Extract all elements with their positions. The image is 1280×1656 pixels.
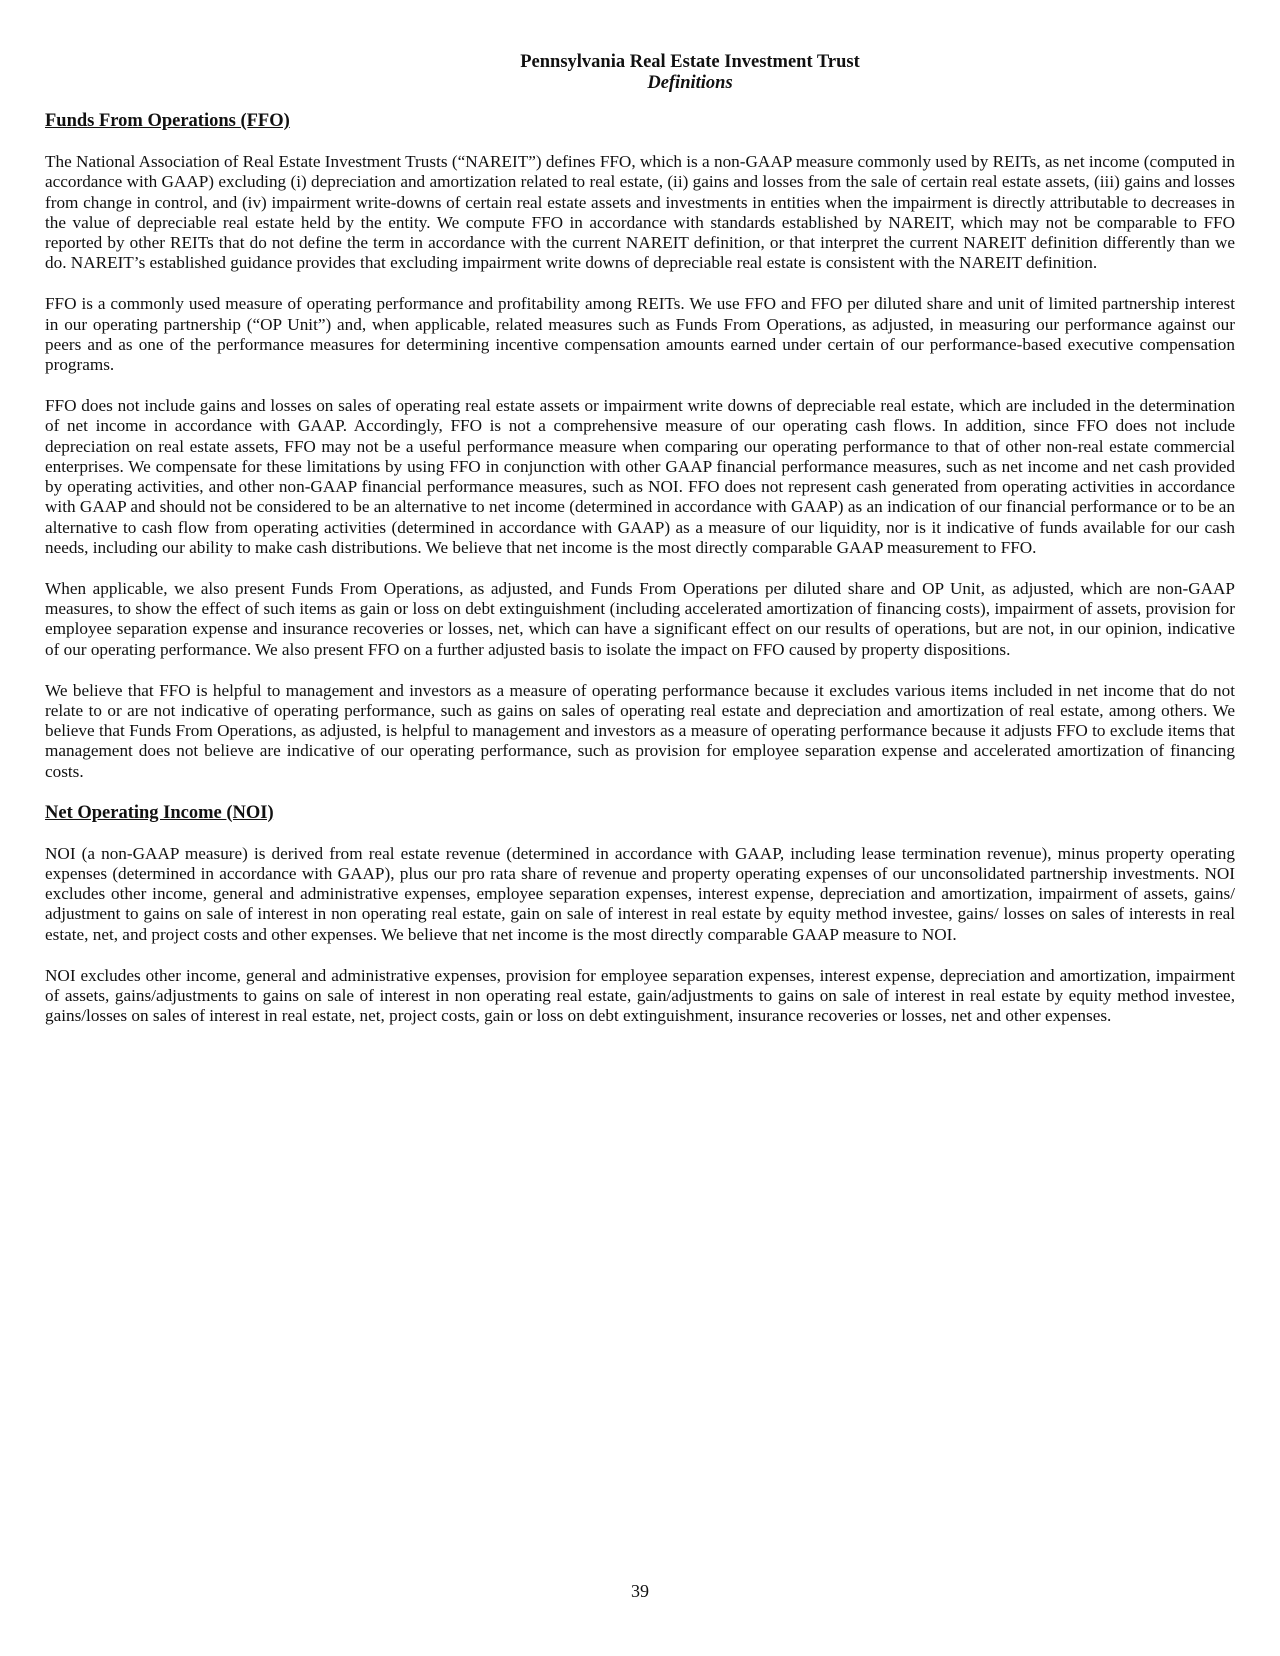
document-title: Pennsylvania Real Estate Investment Trust — [520, 52, 860, 72]
ffo-paragraph-usage: FFO is a commonly used measure of operating performance and profitability among REITs. We use FFO and FFO per diluted share and unit of limited partnership interest in our operating partnership (“OP Unit”) and, when applicable, related measures such as Funds From Operations, as adjusted, in measuring our performance against our peers and as one of the performance measures for determining incentive compensation amounts earned under certain of our performance-based executive compensation programs. — [45, 294, 1235, 375]
document-subtitle: Definitions — [647, 73, 733, 93]
noi-paragraph-definition: NOI (a non-GAAP measure) is derived from real estate revenue (determined in accordance with GAAP, including lease termination revenue), minus property operating expenses (determined in accordance with GAAP), plus our pro rata share of revenue and property operating expenses of our unconsolidated partnership investments. NOI excludes other income, general and administrative expenses, employee separation expenses, interest expense, depreciation and amortization, impairment of assets, gains/ adjustment to gains on sale of interest in non operating real estate, gain on sale of interest in real estate by equity method investee, gains/ losses on sales of interests in real estate, net, and project costs and other expenses. We believe that net income is the most directly comparable GAAP measure to NOI. — [45, 843, 1235, 944]
document-page — [45, 52, 1235, 1047]
ffo-heading: Funds From Operations (FFO) — [45, 111, 290, 131]
page-number: 39 — [631, 1581, 649, 1601]
ffo-section — [45, 111, 1235, 782]
noi-heading: Net Operating Income (NOI) — [45, 802, 274, 823]
ffo-paragraph-adjusted: When applicable, we also present Funds From Operations, as adjusted, and Funds From Operations per diluted share and OP Unit, as adjusted, which are non-GAAP measures, to show the effect of such items as gain or loss on debt extinguishment (including accelerated amortization of financing costs), impairment of assets, provision for employee separation expense and insurance recoveries or losses, net, which can have a significant effect on our results of operations, but are not, in our opinion, indicative of our operating performance. We also present FFO on a further adjusted basis to isolate the impact on FFO caused by property dispositions. — [45, 578, 1235, 659]
ffo-paragraph-definition: The National Association of Real Estate Investment Trusts (“NAREIT”) defines FFO, which is a non-GAAP measure commonly used by REITs, as net income (computed in accordance with GAAP) excluding (i) depreciation and amortization related to real estate, (ii) gains and losses from the sale of certain real estate assets, (iii) gains and losses from change in control, and (iv) impairment write-downs of certain real estate assets and investments in entities when the impairment is directly attributable to decreases in the value of depreciable real estate held by the entity. We compute FFO in accordance with standards established by NAREIT, which may not be comparable to FFO reported by other REITs that do not define the term in accordance with the current NAREIT definition, or that interpret the current NAREIT definition differently than we do. NAREIT’s established guidance provides that excluding impairment write downs of depreciable real estate is consistent with the NAREIT definition. — [45, 152, 1235, 273]
ffo-paragraph-helpfulness: We believe that FFO is helpful to management and investors as a measure of operating performance because it excludes various items included in net income that do not relate to or are not indicative of operating performance, such as gains on sales of operating real estate and depreciation and amortization of real estate, among others. We believe that Funds From Operations, as adjusted, is helpful to management and investors as a measure of operating performance because it adjusts FFO to exclude items that management does not believe are indicative of our operating performance, such as provision for employee separation expense and accelerated amortization of financing costs. — [45, 680, 1235, 781]
document-header — [145, 52, 1235, 94]
ffo-paragraph-limitations: FFO does not include gains and losses on sales of operating real estate assets or impairment write downs of depreciable real estate, which are included in the determination of net income in accordance with GAAP. Accordingly, FFO is not a comprehensive measure of our operating cash flows. In addition, since FFO does not include depreciation on real estate assets, FFO may not be a useful performance measure when comparing our operating performance to that of other non-real estate commercial enterprises. We compensate for these limitations by using FFO in conjunction with other GAAP financial performance measures, such as net income and net cash provided by operating activities, and other non-GAAP financial performance measures, such as NOI. FFO does not represent cash generated from operating activities in accordance with GAAP and should not be considered to be an alternative to net income (determined in accordance with GAAP) as an indication of our financial performance or to be an alternative to cash flow from operating activities (determined in accordance with GAAP) as a measure of our liquidity, nor is it indicative of funds available for our cash needs, including our ability to make cash distributions. We believe that net income is the most directly comparable GAAP measurement to FFO. — [45, 395, 1235, 558]
noi-paragraph-exclusions: NOI excludes other income, general and administrative expenses, provision for employee separation expenses, interest expense, depreciation and amortization, impairment of assets, gains/adjustments to gains on sale of interest in non operating real estate, gain/adjustments to gains on sale of interest in real estate by equity method investee, gains/losses on sales of interest in real estate, net, project costs, gain or loss on debt extinguishment, insurance recoveries or losses, net and other expenses. — [45, 965, 1235, 1026]
noi-section — [45, 803, 1235, 1027]
